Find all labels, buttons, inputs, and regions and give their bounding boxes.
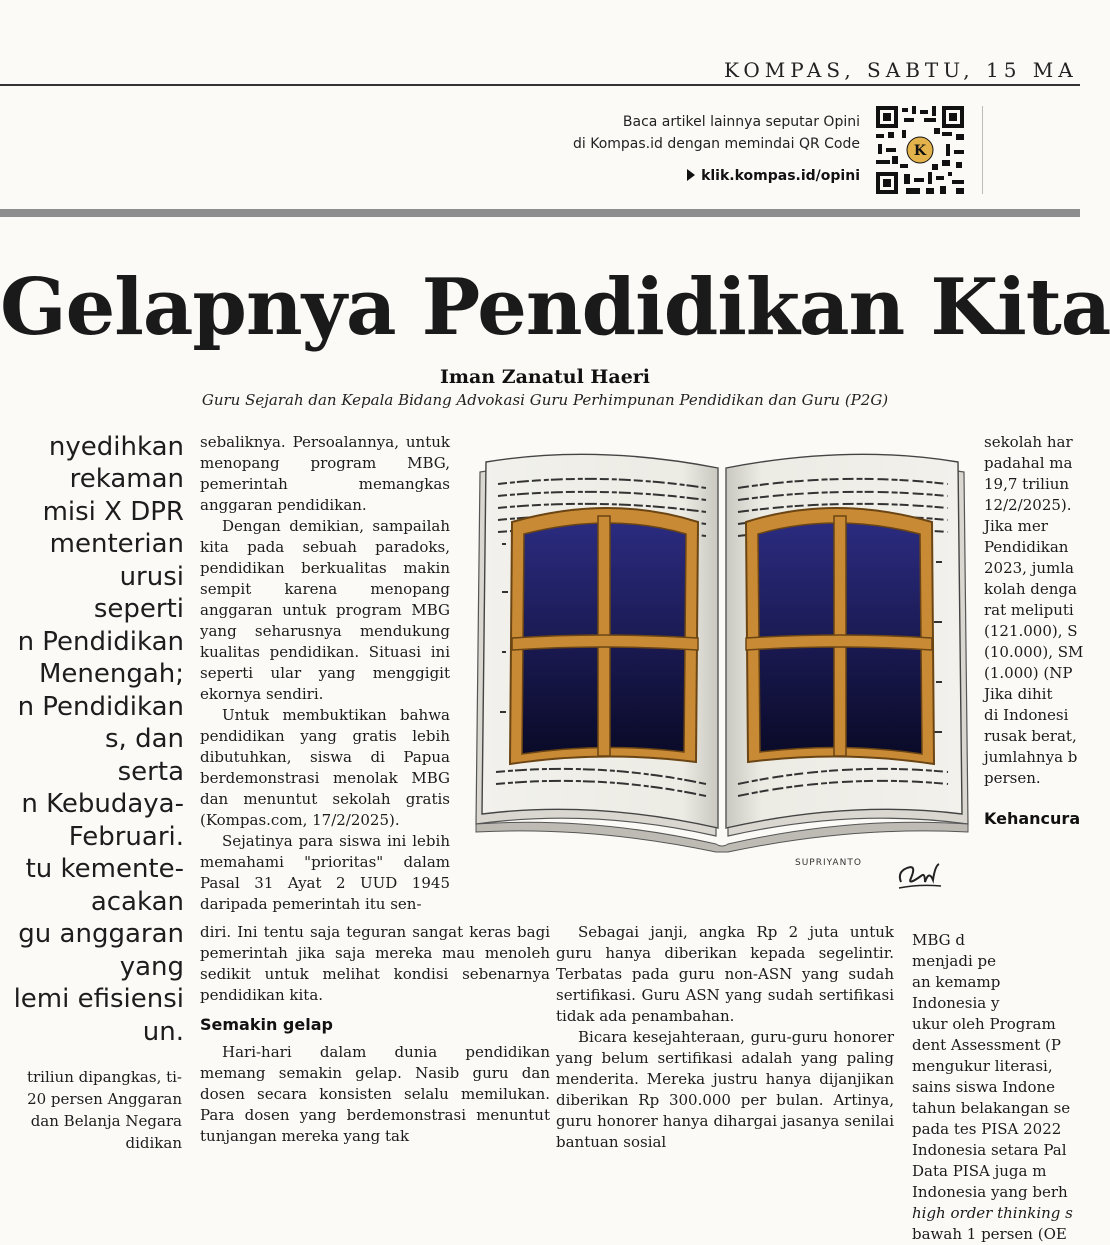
pull-quote-line: urusi bbox=[119, 562, 184, 592]
paragraph: Dengan demikian, sampailah kita pada sebuah paradoks, pendidikan berkualitas makin sempit karena menopang anggaran untuk program MBG yang seharusnya mendukung kualitas pendidikan. Situasi ini seperti ular yang menggigit ekornya sendiri. bbox=[200, 517, 450, 703]
text-line: bawah 1 persen (OE bbox=[912, 1225, 1067, 1243]
qr-promo bbox=[540, 100, 1080, 200]
article-column-3-continued bbox=[912, 930, 1080, 1243]
text-line: (1.000) (NP bbox=[984, 664, 1073, 682]
text-line: ukur oleh Program bbox=[912, 1015, 1056, 1033]
text-line: Jika dihit bbox=[984, 685, 1053, 703]
text-line: (121.000), S bbox=[984, 622, 1078, 640]
section-rule bbox=[0, 209, 1080, 217]
illustrator-signature-icon bbox=[895, 852, 945, 892]
paragraph: Hari-hari dalam dunia pendidikan memang semakin gelap. Nasib guru dan dosen secara konsisten selalu memilukan. Para dosen yang berdemonstrasi menuntut tunjangan mereka yang tak bbox=[200, 1043, 550, 1145]
text-line: rat meliputi bbox=[984, 601, 1074, 619]
qr-divider bbox=[982, 106, 983, 194]
qr-logo-letter: K bbox=[913, 143, 927, 159]
text-line: 20 persen Anggaran bbox=[27, 1090, 182, 1108]
author-name: Iman Zanatul Haeri bbox=[439, 366, 651, 388]
masthead-rule bbox=[0, 84, 1080, 86]
text-line: pada tes PISA 2022 bbox=[912, 1120, 1062, 1138]
newspaper-dateline: KOMPAS, SABTU, 15 MA bbox=[724, 58, 1078, 82]
article-headline: Gelapnya Pendidikan Kita bbox=[0, 262, 1110, 353]
text-line: sekolah har bbox=[984, 433, 1073, 451]
pull-quote-line: n Pendidikan bbox=[17, 627, 184, 657]
text-line: high order thinking s bbox=[912, 1204, 1073, 1222]
subheading: Semakin gelap bbox=[200, 1015, 333, 1034]
text-line: persen. bbox=[984, 769, 1041, 787]
pull-quote-line: acakan bbox=[90, 887, 184, 917]
text-line: menjadi pe bbox=[912, 952, 997, 970]
text-line: di Indonesi bbox=[984, 706, 1069, 724]
opini-link[interactable] bbox=[687, 168, 860, 184]
text-line: tahun belakangan se bbox=[912, 1099, 1071, 1117]
text-line: Indonesia yang berh bbox=[912, 1183, 1068, 1201]
text-line: Pendidikan bbox=[984, 538, 1069, 556]
text-line: sains siswa Indone bbox=[912, 1078, 1056, 1096]
pull-quote-line: Menengah; bbox=[38, 659, 184, 689]
text-line: (10.000), SM bbox=[984, 643, 1084, 661]
qr-code-icon[interactable] bbox=[876, 106, 964, 194]
text-line: 12/2/2025). bbox=[984, 496, 1072, 514]
pull-quote-line: serta bbox=[117, 757, 184, 787]
paragraph: sebaliknya. Persoalannya, untuk menopang program MBG, pemerintah memangkas anggaran pendidikan. bbox=[200, 433, 450, 514]
subheading: Kehancura bbox=[984, 809, 1081, 828]
text-line: Jika mer bbox=[984, 517, 1048, 535]
right-window-icon bbox=[746, 508, 934, 764]
article-column-2 bbox=[556, 922, 894, 1154]
pull-quote-line: menterian bbox=[49, 529, 184, 559]
text-line: triliun dipangkas, ti- bbox=[26, 1068, 182, 1086]
pull-quote-line: seperti bbox=[93, 594, 184, 624]
pull-quote-line: un. bbox=[142, 1017, 184, 1047]
article-column-3-subheading bbox=[984, 808, 1080, 830]
pull-quote-line: misi X DPR bbox=[42, 497, 184, 527]
masthead bbox=[0, 0, 1080, 84]
pull-quote-line: rekaman bbox=[69, 464, 184, 494]
text-line: jumlahnya b bbox=[984, 748, 1078, 766]
pull-quote-line: gu anggaran bbox=[18, 919, 184, 949]
pull-quote-line: yang bbox=[119, 952, 184, 982]
pull-quote-line: n Kebudaya- bbox=[21, 789, 184, 819]
article-column-1-continued bbox=[200, 922, 550, 1154]
paragraph: Sebagai janji, angka Rp 2 juta untuk guru hanya diberikan kepada segelintir. Terbatas pada guru non-ASN yang sudah sertifikasi. Guru ASN yang sudah sertifikasi tidak ada penambahan. bbox=[556, 923, 894, 1025]
paragraph: Sejatinya para siswa ini lebih memahami "prioritas" dalam Pasal 31 Ayat 2 UUD 1945 daripada pemerintah itu sen- bbox=[200, 832, 450, 913]
text-line: Indonesia setara Pal bbox=[912, 1141, 1067, 1159]
pull-quote-line: tu kemente- bbox=[25, 854, 184, 884]
text-line: didikan bbox=[125, 1134, 182, 1152]
pull-quote-line: nyedihkan bbox=[48, 432, 184, 462]
text-line: 19,7 triliun bbox=[984, 475, 1070, 493]
text-line: mengukur literasi, bbox=[912, 1057, 1053, 1075]
article-column-3 bbox=[984, 432, 1084, 827]
paragraph: Untuk membuktikan bahwa pendidikan yang gratis lebih dibutuhkan, siswa di Papua berdemonstrasi menolak MBG dan menuntut sekolah gratis (Kompas.com, 17/2/2025). bbox=[200, 706, 450, 829]
text-line: dan Belanja Negara bbox=[30, 1112, 182, 1130]
play-arrow-icon bbox=[687, 169, 695, 181]
qr-promo-line-1: Baca artikel lainnya seputar Opini bbox=[622, 114, 860, 130]
author-role: Guru Sejarah dan Kepala Bidang Advokasi Guru Perhimpunan Pendidikan dan Guru (P2G) bbox=[201, 391, 889, 409]
pull-quote bbox=[0, 432, 190, 1054]
pull-quote-line: Februari. bbox=[68, 822, 184, 852]
qr-promo-line-2: di Kompas.id dengan memindai QR Code bbox=[572, 136, 860, 152]
left-column-text bbox=[0, 1068, 182, 1154]
pull-quote-line: n Pendidikan bbox=[17, 692, 184, 722]
open-book-window-illustration bbox=[462, 432, 982, 858]
pull-quote-line: lemi efisiensi bbox=[13, 984, 184, 1014]
pull-quote-line: s, dan bbox=[105, 724, 184, 754]
paragraph: Bicara kesejahteraan, guru-guru honorer yang belum sertifikasi adalah yang paling menderita. Mereka justru hanya dijanjikan diberikan Rp 300.000 per bulan. Artinya, guru honorer hanya dihargai jasanya senilai bantuan sosial bbox=[556, 1028, 894, 1151]
text-line: rusak berat, bbox=[984, 727, 1077, 745]
left-window-icon bbox=[510, 508, 698, 764]
text-line: an kemamp bbox=[912, 973, 1001, 991]
text-line: Indonesia y bbox=[912, 994, 1000, 1012]
opini-link-text: klik.kompas.id/opini bbox=[701, 168, 860, 184]
paragraph: diri. Ini tentu saja teguran sangat keras bagi pemerintah jika saja mereka mau menoleh sedikit untuk melihat kondisi sebenarnya pendidikan kita. bbox=[200, 923, 550, 1004]
text-line: MBG d bbox=[912, 931, 966, 949]
illustrator-credit: SUPRIYANTO bbox=[795, 858, 862, 868]
text-line: kolah denga bbox=[984, 580, 1077, 598]
article-column-1 bbox=[200, 432, 450, 915]
text-line: dent Assessment (P bbox=[912, 1036, 1061, 1054]
text-line: padahal ma bbox=[984, 454, 1073, 472]
text-line: 2023, jumla bbox=[984, 559, 1074, 577]
text-line: Data PISA juga m bbox=[912, 1162, 1047, 1180]
